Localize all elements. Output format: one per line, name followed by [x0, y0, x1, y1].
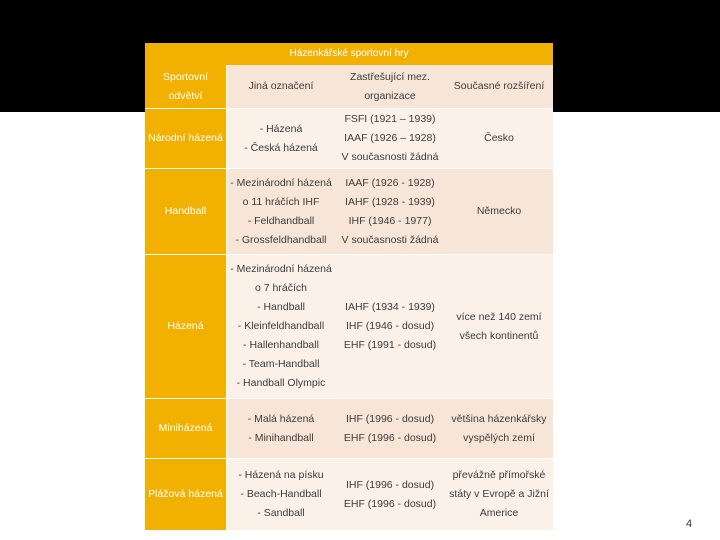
- row-other-names: - Mezinárodní házená o 11 hráčích IHF - Feldhandball - Grossfeldhandball: [227, 169, 335, 255]
- row-sport-name: Národní házená: [145, 109, 227, 169]
- row-other-names: - Házená na písku - Beach-Handball - Sandball: [227, 459, 335, 531]
- header-other-names: Jiná označení: [227, 65, 335, 109]
- row-current-spread: více než 140 zemí všech kontinentů: [445, 255, 553, 399]
- row-organizations: FSFI (1921 – 1939) IAAF (1926 – 1928) V současnosti žádná: [335, 109, 445, 169]
- header-current-spread: Současné rozšíření: [445, 65, 553, 109]
- row-organizations: IAAF (1926 - 1928) IAHF (1928 - 1939) IHF (1946 - 1977) V současnosti žádná: [335, 169, 445, 255]
- row-organizations: IHF (1996 - dosud) EHF (1996 - dosud): [335, 399, 445, 459]
- row-organizations: IAHF (1934 - 1939) IHF (1946 - dosud) EHF (1991 - dosud): [335, 255, 445, 399]
- page-number: 4: [686, 518, 693, 530]
- row-other-names: - Házená - Česká házená: [227, 109, 335, 169]
- row-organizations: IHF (1996 - dosud) EHF (1996 - dosud): [335, 459, 445, 531]
- row-sport-name: Miniházená: [145, 399, 227, 459]
- header-sport: Sportovní odvětví: [145, 65, 227, 109]
- row-current-spread: většina házenkářsky vyspělých zemí: [445, 399, 553, 459]
- row-sport-name: Handball: [145, 169, 227, 255]
- row-other-names: - Mezinárodní házená o 7 hráčích - Handball - Kleinfeldhandball - Hallenhandball - Team-Handball - Handball Olympic: [227, 255, 335, 399]
- row-current-spread: převážně přímořské státy v Evropě a Jižní Americe: [445, 459, 553, 531]
- row-current-spread: Německo: [445, 169, 553, 255]
- row-sport-name: Plážová házená: [145, 459, 227, 531]
- header-organizations: Zastřešující mez. organizace: [335, 65, 445, 109]
- row-sport-name: Házená: [145, 255, 227, 399]
- table-grid: [145, 65, 553, 531]
- row-other-names: - Malá házená - Minihandball: [227, 399, 335, 459]
- handball-sports-table: [145, 43, 553, 531]
- table-title: Házenkářské sportovní hry: [145, 43, 553, 65]
- row-current-spread: Česko: [445, 109, 553, 169]
